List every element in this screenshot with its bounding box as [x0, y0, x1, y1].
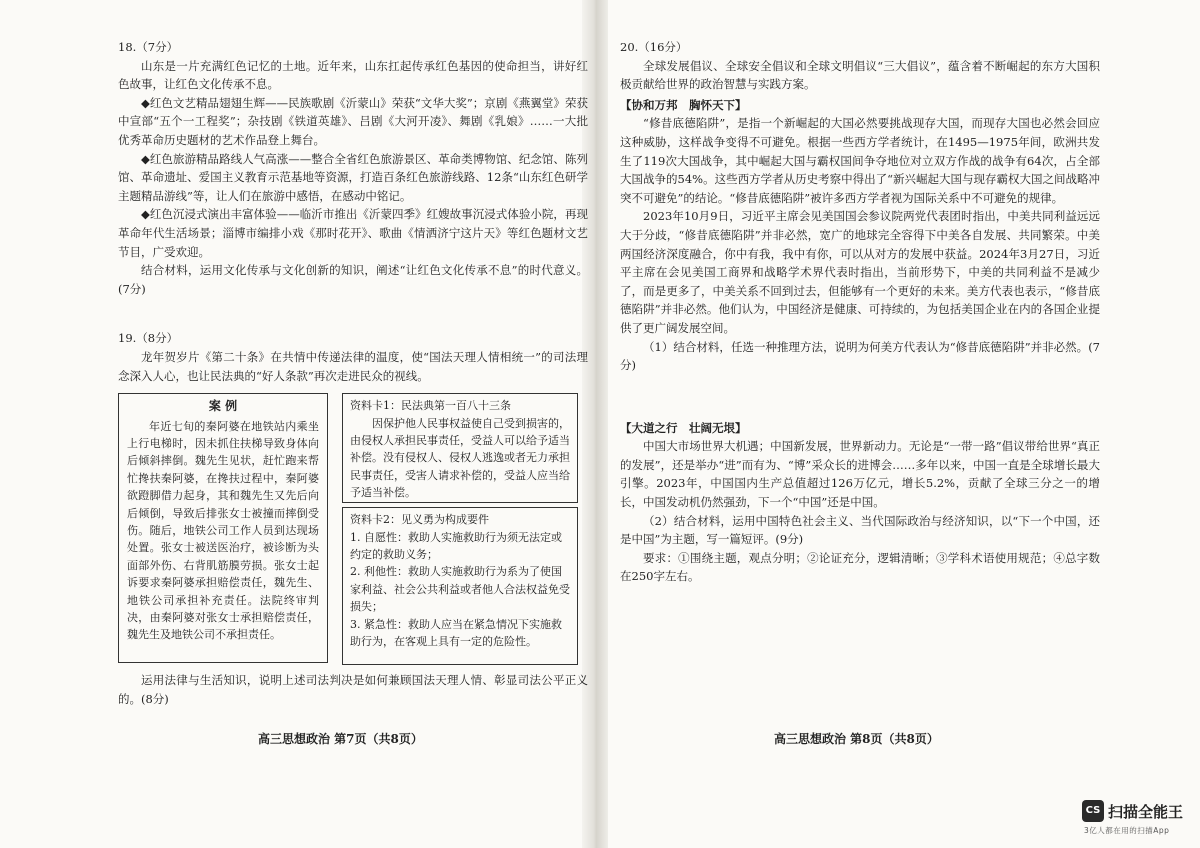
- scanner-watermark: [1082, 800, 1192, 840]
- section-1-paragraph: 2023年10月9日，习近平主席会见美国国会参议院两党代表团时指出，中美共同利益远远大于分歧，“修昔底德陷阱”并非必然，宽广的地球完全容得下中美各自发展、共同繁荣。中美两国经济深度融合，你中有我，我中有你，可以从对方的发展中获益。2024年3月27日，习近平主席在会见美国工商界和战略学术界代表时指出，当前形势下，中美的共同利益不是减少了，而是更多了，中美关系不回到过去，但能够有一个更好的未来。美方代表也表示，“修昔底德陷阱”并非必然。他们认为，中国经济是健康、可持续的，为包括美国企业在内的各国企业提供了更广阔发展空间。: [620, 209, 1100, 335]
- page-footer-left: 高三思想政治 第7页（共8页）: [258, 732, 423, 746]
- material-card-1-title: 资料卡1：民法典第一百八十三条: [350, 399, 511, 413]
- scanner-logo-icon: CS: [1082, 800, 1104, 822]
- question-18-bullet: ◆红色文艺精品翅翅生辉——民族歌剧《沂蒙山》荣获“文华大奖”；京剧《燕翼堂》荣获中宣部“五个一工程奖”；杂技剧《铁道英雄》、吕剧《大河开凌》、舞剧《乳娘》……一大批优秀革命历史题材的艺术作品登上舞台。: [118, 95, 588, 147]
- question-20-intro: 全球发展倡议、全球安全倡议和全球文明倡议“三大倡议”，蕴含着不断崛起的东方大国积极贡献给世界的政治智慧与实践方案。: [620, 58, 1100, 92]
- case-box: [118, 393, 328, 663]
- case-title: 案 例: [208, 399, 238, 414]
- section-2-paragraph: 中国大市场世界大机遇；中国新发展，世界新动力。无论是“一带一路”倡议带给世界“真正的发展”，还是举办“进”而有为、“博”采众长的进博会……多年以来，中国一直是全球增长最大引擎。2023年，中国国内生产总值超过126万亿元，增长5.2%，贡献了全球三分之一的增长，中国发动机仍然强劲，下一个“中国”还是中国。: [620, 439, 1100, 510]
- material-card-1-text: 因保护他人民事权益使自己受到损害的，由侵权人承担民事责任，受益人可以给予适当补偿。没有侵权人、侵权人逃逸或者无力承担民事责任，受害人请求补偿的，受益人应当给予适当补偿。: [350, 416, 570, 500]
- question-20-requirements: 要求：①围绕主题，观点分明；②论证充分，逻辑清晰；③学科术语使用规范；④总字数在250字左右。: [620, 550, 1100, 584]
- section-1-paragraph: “修昔底德陷阱”，是指一个新崛起的大国必然要挑战现存大国，而现存大国也必然会回应这种威胁，这样战争变得不可避免。根据一些西方学者统计，在1495—1975年间，欧洲共发生了119次大国战争，其中崛起大国与霸权国间争夺地位对立双方作战的战争有64次，占全部大国战争的54%。这些西方学者从历史考察中得出了“新兴崛起大国与现存霸权大国之间战略冲突不可避免”的结论。“修昔底德陷阱”被许多西方学者视为国际关系中不可避免的规律。: [620, 116, 1100, 205]
- question-19-materials: [118, 393, 588, 665]
- scanner-tagline: 3亿人都在用的扫描App: [1084, 826, 1170, 835]
- section-title-1: 【协和万邦 胸怀天下】: [620, 97, 747, 112]
- question-20-number: 20.（16分）: [620, 40, 688, 54]
- case-text: 年近七旬的秦阿婆在地铁站内乘坐上行电梯时，因未抓住扶梯导致身体向后倾斜摔倒。魏先生见状，赶忙跑来帮忙搀扶秦阿婆，在搀扶过程中，秦阿婆欲蹬脚借力起身，其和魏先生又先后向后倾倒，导致后排张女士被撞而摔倒受伤。随后，地铁公司工作人员到达现场处置。张女士被送医治疗，被诊断为头面部外伤、右背肌筋膜劳损。张女士起诉要求秦阿婆承担赔偿责任，魏先生、地铁公司承担补充责任。法院终审判决，由秦阿婆对张女士承担赔偿责任，魏先生及地铁公司不承担责任。: [127, 419, 319, 642]
- left-column: [118, 38, 588, 708]
- material-card-2: [342, 507, 578, 665]
- question-18-number: 18.（7分）: [118, 40, 179, 54]
- material-card-2-item: 3. 紧急性：救助人应当在紧急情况下实施救助行为，在客观上具有一定的危险性。: [350, 617, 562, 648]
- question-20-part-1: （1）结合材料，任选一种推理方法，说明为何美方代表认为“修昔底德陷阱”并非必然。(7分): [620, 339, 1100, 373]
- question-18-bullet: ◆红色旅游精品路线人气高涨——整合全省红色旅游景区、革命类博物馆、纪念馆、陈列馆、革命遗址、爱国主义教育示范基地等资源，打造百条红色旅游线路、12条“山东红色研学主题精品游线”等，让人们在旅游中感悟，在感动中铭记。: [118, 151, 588, 203]
- question-19-intro: 龙年贺岁片《第二十条》在共情中传递法律的温度，使“国法天理人情相统一”的司法理念深入人心，也让民法典的“好人条款”再次走进民众的视线。: [118, 349, 588, 383]
- material-card-1: [342, 393, 578, 503]
- page-footer-right: 高三思想政治 第8页（共8页）: [774, 732, 939, 746]
- question-20-part-2: （2）结合材料，运用中国特色社会主义、当代国际政治与经济知识，以“下一个中国，还是中国”为主题，写一篇短评。(9分): [620, 513, 1100, 547]
- material-card-2-item: 1. 自愿性：救助人实施救助行为须无法定或约定的救助义务；: [350, 530, 562, 561]
- material-card-2-title: 资料卡2：见义勇为构成要件: [350, 513, 489, 527]
- material-card-2-item: 2. 利他性：救助人实施救助行为系为了使国家利益、社会公共利益或者他人合法权益免受损失；: [350, 565, 570, 614]
- section-title-2: 【大道之行 壮阔无垠】: [620, 420, 747, 435]
- question-18-bullet: ◆红色沉浸式演出丰富体验——临沂市推出《沂蒙四季》红嫂故事沉浸式体验小院，再现革命年代生活场景；淄博市编排小戏《那时花开》、歌曲《情洒济宁这片天》等红色题材文艺节目，广受欢迎。: [118, 207, 588, 259]
- question-19-prompt: 运用法律与生活知识，说明上述司法判决是如何兼顾国法天理人情、彰显司法公平正义的。(8分): [118, 673, 588, 706]
- question-18-prompt: 结合材料，运用文化传承与文化创新的知识，阐述“让红色文化传承不息”的时代意义。(7分): [118, 263, 588, 296]
- question-19-number: 19.（8分）: [118, 331, 179, 346]
- scanner-app-name: 扫描全能王: [1108, 803, 1184, 821]
- right-column: [620, 38, 1100, 586]
- question-18-intro: 山东是一片充满红色记忆的土地。近年来，山东扛起传承红色基因的使命担当，讲好红色故事，让红色文化传承不息。: [118, 58, 588, 92]
